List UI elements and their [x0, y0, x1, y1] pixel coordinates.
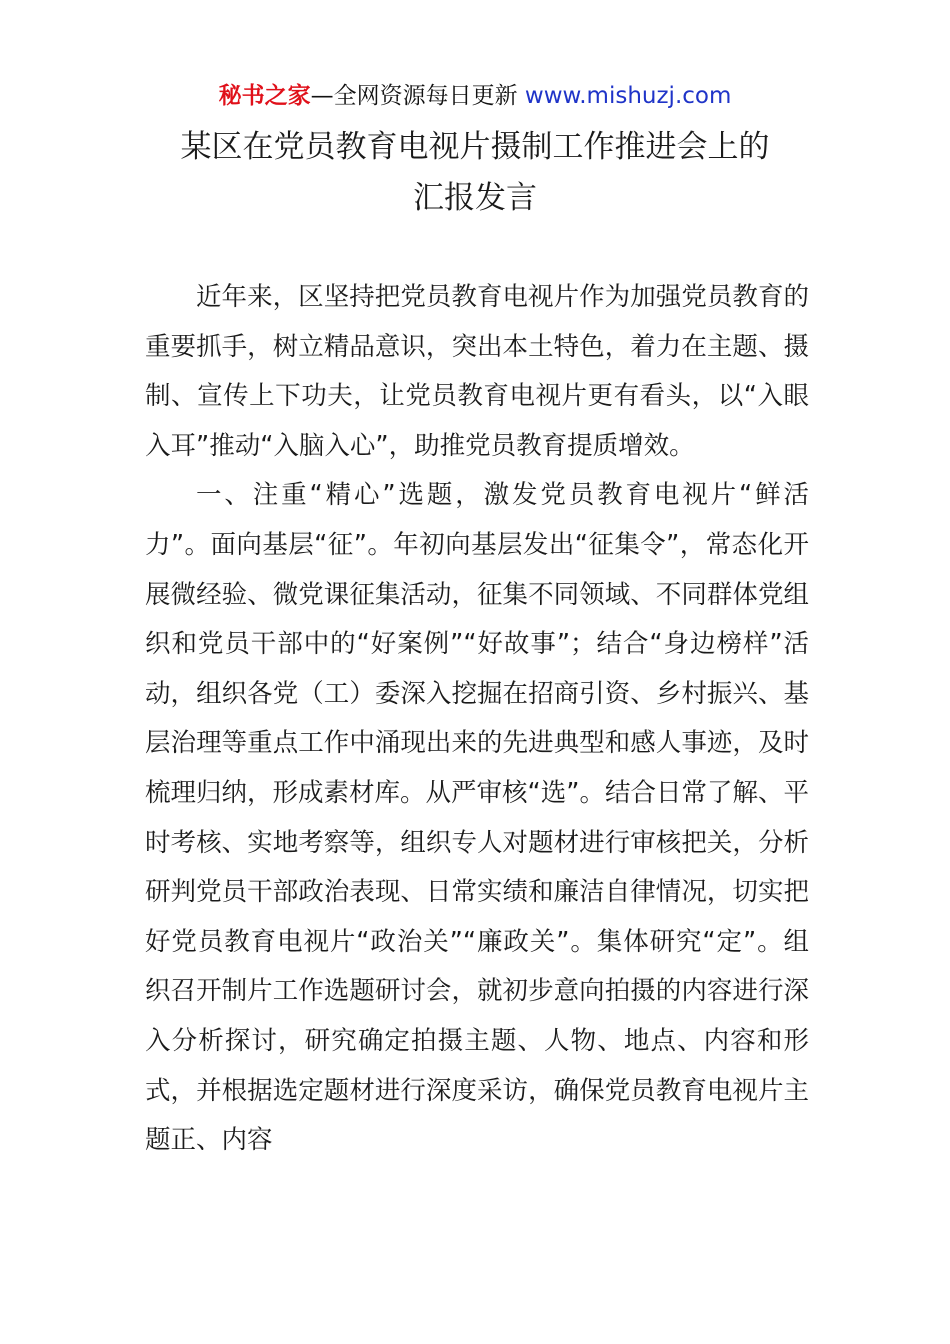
document-title	[0, 122, 950, 224]
paragraph-intro: 近年来，区坚持把党员教育电视片作为加强党员教育的重要抓手，树立精品意识，突出本土特色，着力在主题、摄制、宣传上下功夫，让党员教育电视片更有看头，以“入眼入耳”推动“入脑入心”，助推党员教育提质增效。	[145, 282, 809, 461]
document-body	[145, 273, 809, 1166]
title-line-1: 某区在党员教育电视片摄制工作推进会上的	[180, 129, 770, 165]
site-url-link[interactable]: www.mishuzj.com	[524, 83, 732, 109]
brand-name: 秘书之家	[218, 83, 311, 109]
header-tagline: —全网资源每日更新	[310, 83, 525, 109]
site-header	[0, 80, 950, 112]
paragraph-section-one: 一、注重“精心”选题，激发党员教育电视片“鲜活力”。面向基层“征”。年初向基层发出“征集令”，常态化开展微经验、微党课征集活动，征集不同领域、不同群体党组织和党员干部中的“好案例”“好故事”；结合“身边榜样”活动，组织各党（工）委深入挖掘在招商引资、乡村振兴、基层治理等重点工作中涌现出来的先进典型和感人事迹，及时梳理归纳，形成素材库。从严审核“选”。结合日常了解、平时考核、实地考察等，组织专人对题材进行审核把关，分析研判党员干部政治表现、日常实绩和廉洁自律情况，切实把好党员教育电视片“政治关”“廉政关”。集体研究“定”。组织召开制片工作选题研讨会，就初步意向拍摄的内容进行深入分析探讨，研究确定拍摄主题、人物、地点、内容和形式，并根据选定题材进行深度采访，确保党员教育电视片主题正、内容	[145, 480, 809, 1156]
title-line-2: 汇报发言	[413, 180, 537, 216]
